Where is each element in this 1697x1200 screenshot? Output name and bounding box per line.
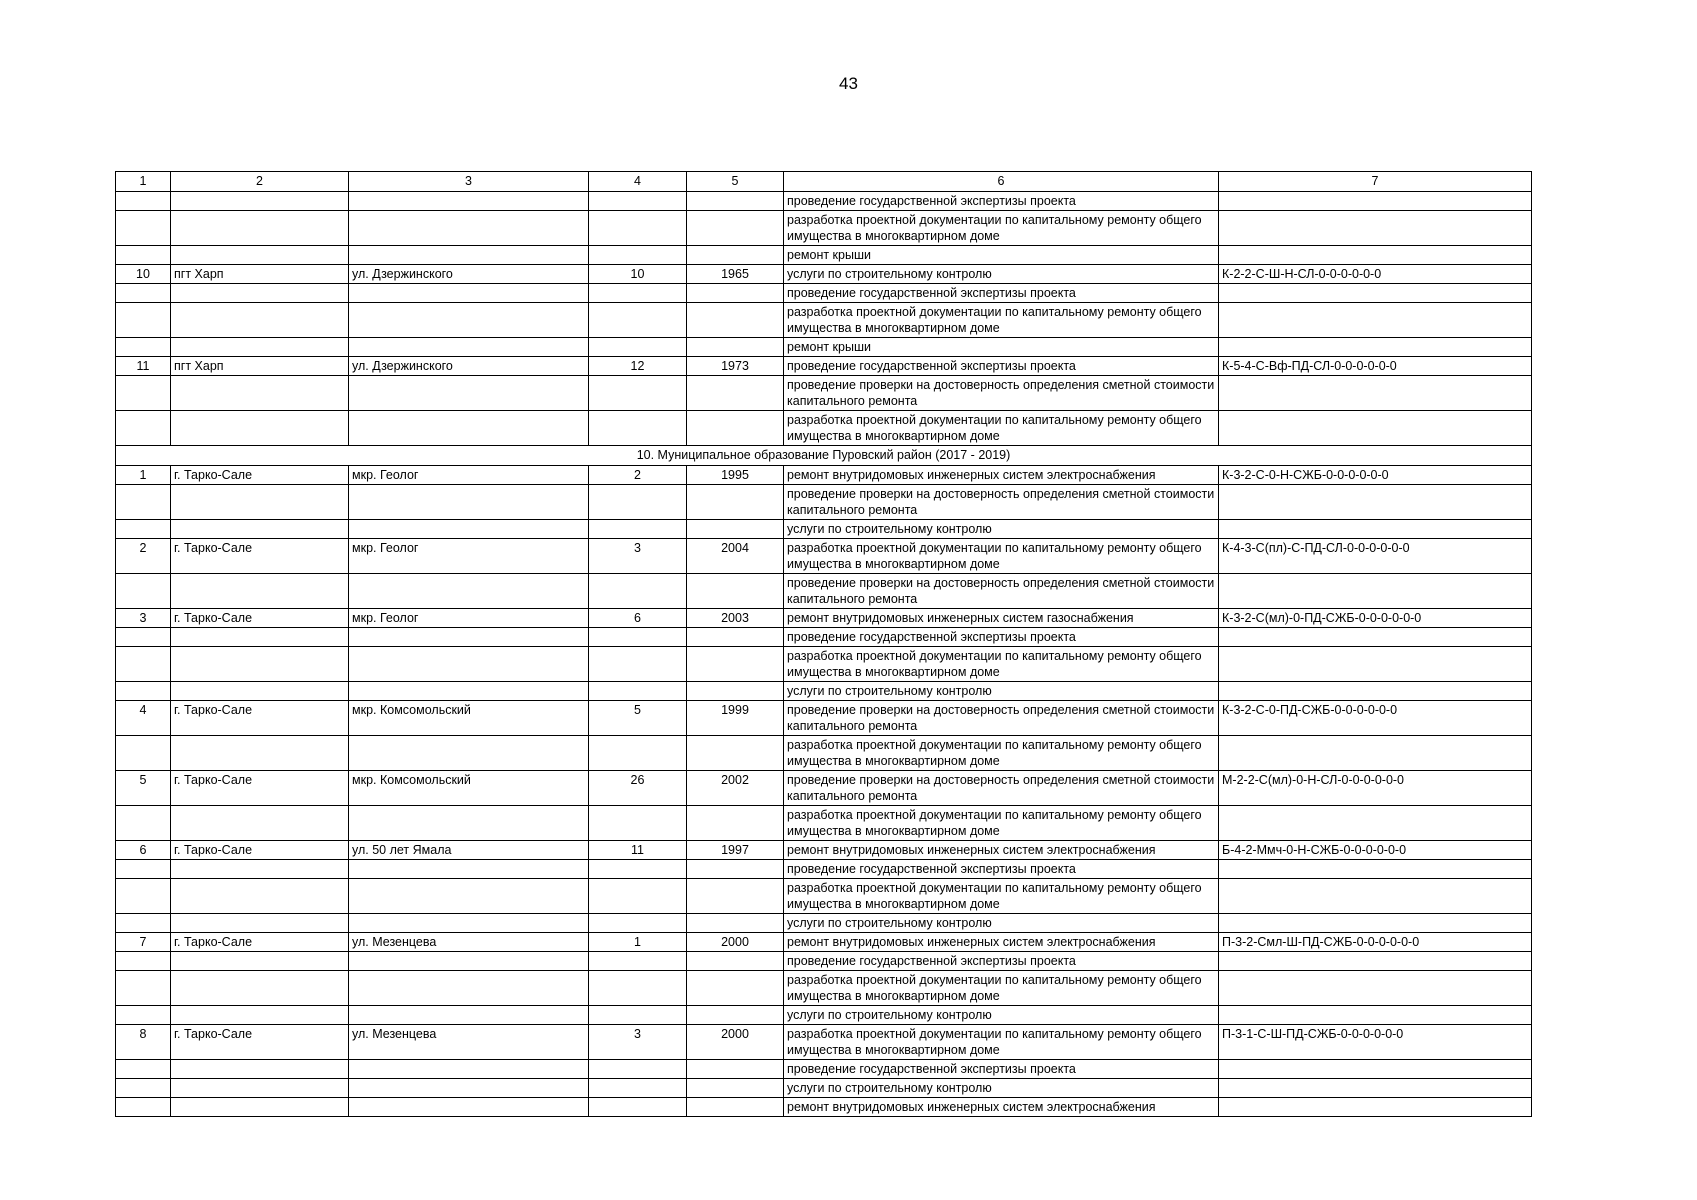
cell-work-type: проведение проверки на достоверность определения сметной стоимости капитального ремонта: [784, 701, 1219, 736]
cell-settlement: [171, 1006, 349, 1025]
table-row: [116, 1060, 1532, 1079]
cell-house-code: [1219, 574, 1532, 609]
cell-street: мкр. Геолог: [349, 539, 589, 574]
cell-street: ул. 50 лет Ямала: [349, 841, 589, 860]
table-row: [116, 682, 1532, 701]
cell-street: [349, 682, 589, 701]
cell-street: [349, 574, 589, 609]
cell-work-type: проведение государственной экспертизы проекта: [784, 628, 1219, 647]
cell-build-year: [687, 952, 784, 971]
cell-build-year: 1999: [687, 701, 784, 736]
cell-house-code: [1219, 338, 1532, 357]
table-row: [116, 574, 1532, 609]
cell-row-number: [116, 682, 171, 701]
cell-work-type: ремонт внутридомовых инженерных систем электроснабжения: [784, 466, 1219, 485]
cell-build-year: [687, 485, 784, 520]
cell-row-number: [116, 1079, 171, 1098]
cell-build-year: [687, 628, 784, 647]
cell-street: ул. Дзержинского: [349, 265, 589, 284]
cell-settlement: [171, 411, 349, 446]
table-row: [116, 933, 1532, 952]
cell-house-code: [1219, 284, 1532, 303]
cell-settlement: г. Тарко-Сале: [171, 466, 349, 485]
cell-work-type: разработка проектной документации по капитальному ремонту общего имущества в многоквартирном доме: [784, 211, 1219, 246]
cell-row-number: 10: [116, 265, 171, 284]
table-row: [116, 485, 1532, 520]
cell-house-number: [589, 1098, 687, 1117]
cell-street: мкр. Комсомольский: [349, 771, 589, 806]
cell-street: мкр. Геолог: [349, 609, 589, 628]
cell-row-number: [116, 952, 171, 971]
cell-work-type: разработка проектной документации по капитальному ремонту общего имущества в многоквартирном доме: [784, 736, 1219, 771]
cell-build-year: [687, 682, 784, 701]
cell-row-number: 11: [116, 357, 171, 376]
cell-settlement: [171, 1098, 349, 1117]
cell-street: [349, 1098, 589, 1117]
cell-work-type: проведение государственной экспертизы проекта: [784, 192, 1219, 211]
cell-house-number: [589, 485, 687, 520]
cell-row-number: 2: [116, 539, 171, 574]
cell-work-type: услуги по строительному контролю: [784, 265, 1219, 284]
cell-street: [349, 860, 589, 879]
cell-build-year: [687, 971, 784, 1006]
table-row: [116, 952, 1532, 971]
cell-work-type: ремонт крыши: [784, 338, 1219, 357]
cell-house-number: [589, 574, 687, 609]
cell-house-number: [589, 914, 687, 933]
cell-build-year: [687, 411, 784, 446]
column-header: 5: [687, 172, 784, 192]
table-row: [116, 628, 1532, 647]
cell-row-number: 1: [116, 466, 171, 485]
cell-house-code: [1219, 211, 1532, 246]
cell-house-number: [589, 860, 687, 879]
cell-build-year: [687, 1098, 784, 1117]
cell-work-type: услуги по строительному контролю: [784, 1079, 1219, 1098]
cell-work-type: услуги по строительному контролю: [784, 520, 1219, 539]
cell-work-type: проведение государственной экспертизы проекта: [784, 860, 1219, 879]
table-row: [116, 376, 1532, 411]
cell-settlement: [171, 376, 349, 411]
cell-house-code: [1219, 1098, 1532, 1117]
cell-house-number: [589, 647, 687, 682]
cell-street: [349, 806, 589, 841]
cell-street: [349, 1079, 589, 1098]
cell-street: [349, 647, 589, 682]
cell-street: ул. Мезенцева: [349, 933, 589, 952]
cell-settlement: пгт Харп: [171, 265, 349, 284]
cell-work-type: проведение государственной экспертизы проекта: [784, 1060, 1219, 1079]
cell-house-number: 3: [589, 1025, 687, 1060]
cell-build-year: [687, 1079, 784, 1098]
cell-house-code: [1219, 952, 1532, 971]
cell-house-number: [589, 736, 687, 771]
cell-build-year: [687, 1060, 784, 1079]
cell-house-code: [1219, 303, 1532, 338]
cell-house-number: [589, 211, 687, 246]
cell-house-number: [589, 879, 687, 914]
cell-street: [349, 628, 589, 647]
cell-build-year: [687, 338, 784, 357]
cell-house-code: К-3-2-С(мл)-0-ПД-СЖБ-0-0-0-0-0-0: [1219, 609, 1532, 628]
table-row: [116, 806, 1532, 841]
cell-street: [349, 192, 589, 211]
cell-house-code: [1219, 806, 1532, 841]
cell-house-number: [589, 376, 687, 411]
table-row: [116, 466, 1532, 485]
cell-build-year: [687, 914, 784, 933]
works-table: [115, 171, 1532, 1117]
cell-row-number: [116, 879, 171, 914]
cell-work-type: ремонт внутридомовых инженерных систем газоснабжения: [784, 609, 1219, 628]
cell-settlement: г. Тарко-Сале: [171, 539, 349, 574]
table-row: [116, 303, 1532, 338]
cell-house-code: К-3-2-С-0-ПД-СЖБ-0-0-0-0-0-0: [1219, 701, 1532, 736]
cell-house-code: [1219, 376, 1532, 411]
cell-row-number: [116, 284, 171, 303]
cell-build-year: [687, 879, 784, 914]
cell-house-number: 12: [589, 357, 687, 376]
table-row: [116, 211, 1532, 246]
cell-house-code: [1219, 647, 1532, 682]
cell-work-type: ремонт внутридомовых инженерных систем электроснабжения: [784, 1098, 1219, 1117]
cell-house-number: 6: [589, 609, 687, 628]
column-header: 1: [116, 172, 171, 192]
cell-street: [349, 303, 589, 338]
cell-build-year: 2002: [687, 771, 784, 806]
cell-house-number: [589, 1006, 687, 1025]
cell-build-year: 1997: [687, 841, 784, 860]
cell-build-year: 2004: [687, 539, 784, 574]
cell-build-year: [687, 806, 784, 841]
cell-street: [349, 971, 589, 1006]
cell-settlement: г. Тарко-Сале: [171, 609, 349, 628]
cell-house-code: [1219, 411, 1532, 446]
cell-house-code: [1219, 1079, 1532, 1098]
table-row: [116, 411, 1532, 446]
cell-work-type: проведение проверки на достоверность определения сметной стоимости капитального ремонта: [784, 376, 1219, 411]
cell-settlement: [171, 879, 349, 914]
table-row: [116, 338, 1532, 357]
cell-house-number: [589, 952, 687, 971]
cell-work-type: ремонт крыши: [784, 246, 1219, 265]
cell-street: [349, 879, 589, 914]
cell-work-type: услуги по строительному контролю: [784, 914, 1219, 933]
cell-work-type: проведение проверки на достоверность определения сметной стоимости капитального ремонта: [784, 574, 1219, 609]
cell-row-number: 4: [116, 701, 171, 736]
cell-row-number: [116, 1006, 171, 1025]
cell-street: [349, 376, 589, 411]
table-row: [116, 736, 1532, 771]
cell-row-number: [116, 1060, 171, 1079]
cell-row-number: [116, 971, 171, 1006]
cell-work-type: разработка проектной документации по капитальному ремонту общего имущества в многоквартирном доме: [784, 539, 1219, 574]
cell-work-type: проведение государственной экспертизы проекта: [784, 357, 1219, 376]
cell-settlement: г. Тарко-Сале: [171, 771, 349, 806]
cell-build-year: [687, 376, 784, 411]
cell-settlement: [171, 284, 349, 303]
cell-house-code: М-2-2-С(мл)-0-Н-СЛ-0-0-0-0-0-0: [1219, 771, 1532, 806]
cell-settlement: [171, 806, 349, 841]
cell-street: ул. Дзержинского: [349, 357, 589, 376]
cell-house-number: [589, 971, 687, 1006]
cell-settlement: [171, 647, 349, 682]
table-row: [116, 1098, 1532, 1117]
cell-work-type: услуги по строительному контролю: [784, 682, 1219, 701]
cell-settlement: г. Тарко-Сале: [171, 701, 349, 736]
cell-row-number: [116, 411, 171, 446]
cell-house-code: [1219, 246, 1532, 265]
cell-settlement: [171, 485, 349, 520]
cell-work-type: разработка проектной документации по капитальному ремонту общего имущества в многоквартирном доме: [784, 879, 1219, 914]
table-row: [116, 265, 1532, 284]
cell-work-type: проведение проверки на достоверность определения сметной стоимости капитального ремонта: [784, 771, 1219, 806]
cell-house-code: К-3-2-С-0-Н-СЖБ-0-0-0-0-0-0: [1219, 466, 1532, 485]
cell-settlement: [171, 1079, 349, 1098]
table-row: [116, 914, 1532, 933]
cell-row-number: [116, 303, 171, 338]
cell-row-number: [116, 192, 171, 211]
cell-settlement: [171, 338, 349, 357]
cell-row-number: [116, 338, 171, 357]
cell-house-number: [589, 411, 687, 446]
cell-house-number: 11: [589, 841, 687, 860]
cell-work-type: разработка проектной документации по капитальному ремонту общего имущества в многоквартирном доме: [784, 1025, 1219, 1060]
cell-house-code: П-3-1-С-Ш-ПД-СЖБ-0-0-0-0-0-0: [1219, 1025, 1532, 1060]
cell-house-number: 2: [589, 466, 687, 485]
table-row: [116, 1025, 1532, 1060]
cell-house-number: [589, 1079, 687, 1098]
cell-work-type: ремонт внутридомовых инженерных систем электроснабжения: [784, 933, 1219, 952]
cell-settlement: [171, 520, 349, 539]
cell-house-code: [1219, 192, 1532, 211]
table-row: [116, 971, 1532, 1006]
cell-work-type: разработка проектной документации по капитальному ремонту общего имущества в многоквартирном доме: [784, 303, 1219, 338]
cell-street: [349, 246, 589, 265]
cell-street: [349, 736, 589, 771]
cell-house-code: Б-4-2-Ммч-0-Н-СЖБ-0-0-0-0-0-0: [1219, 841, 1532, 860]
table-row: [116, 1079, 1532, 1098]
cell-build-year: 1973: [687, 357, 784, 376]
cell-house-code: [1219, 736, 1532, 771]
cell-build-year: 1995: [687, 466, 784, 485]
cell-row-number: [116, 1098, 171, 1117]
cell-build-year: 2000: [687, 933, 784, 952]
cell-settlement: [171, 303, 349, 338]
cell-house-code: [1219, 485, 1532, 520]
cell-build-year: [687, 246, 784, 265]
table-row: [116, 771, 1532, 806]
cell-build-year: [687, 1006, 784, 1025]
table-row: [116, 357, 1532, 376]
cell-house-number: [589, 303, 687, 338]
cell-build-year: [687, 520, 784, 539]
cell-house-number: [589, 246, 687, 265]
cell-row-number: [116, 628, 171, 647]
column-header: 7: [1219, 172, 1532, 192]
cell-row-number: [116, 914, 171, 933]
cell-house-code: [1219, 879, 1532, 914]
column-header: 6: [784, 172, 1219, 192]
cell-house-number: [589, 192, 687, 211]
cell-build-year: 1965: [687, 265, 784, 284]
cell-house-number: [589, 806, 687, 841]
cell-work-type: проведение проверки на достоверность определения сметной стоимости капитального ремонта: [784, 485, 1219, 520]
cell-row-number: [116, 574, 171, 609]
column-header: 3: [349, 172, 589, 192]
page-number: 43: [839, 74, 858, 93]
cell-build-year: [687, 736, 784, 771]
cell-house-number: 1: [589, 933, 687, 952]
table-row: [116, 841, 1532, 860]
cell-street: [349, 1060, 589, 1079]
cell-work-type: ремонт внутридомовых инженерных систем электроснабжения: [784, 841, 1219, 860]
cell-settlement: [171, 1060, 349, 1079]
cell-house-code: [1219, 1006, 1532, 1025]
table-row: [116, 879, 1532, 914]
cell-row-number: [116, 211, 171, 246]
cell-settlement: [171, 246, 349, 265]
cell-build-year: [687, 303, 784, 338]
cell-street: мкр. Геолог: [349, 466, 589, 485]
cell-settlement: г. Тарко-Сале: [171, 933, 349, 952]
section-header-row: [116, 446, 1532, 466]
cell-house-number: 3: [589, 539, 687, 574]
table-header-row: [116, 172, 1532, 192]
cell-row-number: [116, 246, 171, 265]
cell-street: [349, 411, 589, 446]
cell-settlement: [171, 211, 349, 246]
cell-settlement: [171, 682, 349, 701]
cell-street: [349, 211, 589, 246]
cell-build-year: [687, 574, 784, 609]
cell-work-type: проведение государственной экспертизы проекта: [784, 284, 1219, 303]
cell-work-type: разработка проектной документации по капитальному ремонту общего имущества в многоквартирном доме: [784, 647, 1219, 682]
cell-house-number: [589, 682, 687, 701]
cell-street: [349, 1006, 589, 1025]
cell-row-number: [116, 647, 171, 682]
table-row: [116, 520, 1532, 539]
cell-row-number: 6: [116, 841, 171, 860]
cell-street: ул. Мезенцева: [349, 1025, 589, 1060]
cell-street: [349, 485, 589, 520]
cell-street: [349, 284, 589, 303]
cell-house-code: [1219, 682, 1532, 701]
cell-work-type: разработка проектной документации по капитальному ремонту общего имущества в многоквартирном доме: [784, 411, 1219, 446]
cell-street: мкр. Комсомольский: [349, 701, 589, 736]
cell-settlement: [171, 574, 349, 609]
table-row: [116, 192, 1532, 211]
cell-house-number: 26: [589, 771, 687, 806]
cell-work-type: проведение государственной экспертизы проекта: [784, 952, 1219, 971]
cell-house-code: К-5-4-С-Вф-ПД-СЛ-0-0-0-0-0-0: [1219, 357, 1532, 376]
cell-house-number: 5: [589, 701, 687, 736]
cell-settlement: [171, 628, 349, 647]
cell-settlement: [171, 192, 349, 211]
table-row: [116, 860, 1532, 879]
table-row: [116, 647, 1532, 682]
cell-house-code: [1219, 860, 1532, 879]
cell-build-year: [687, 284, 784, 303]
table-row: [116, 539, 1532, 574]
cell-house-number: [589, 338, 687, 357]
cell-row-number: [116, 376, 171, 411]
cell-settlement: [171, 736, 349, 771]
table-row: [116, 284, 1532, 303]
cell-build-year: [687, 647, 784, 682]
cell-row-number: 7: [116, 933, 171, 952]
table-row: [116, 609, 1532, 628]
cell-build-year: 2003: [687, 609, 784, 628]
cell-house-code: [1219, 1060, 1532, 1079]
cell-house-code: П-3-2-Смл-Ш-ПД-СЖБ-0-0-0-0-0-0: [1219, 933, 1532, 952]
table-row: [116, 1006, 1532, 1025]
cell-row-number: [116, 736, 171, 771]
cell-settlement: [171, 914, 349, 933]
column-header: 2: [171, 172, 349, 192]
cell-house-number: [589, 520, 687, 539]
cell-build-year: 2000: [687, 1025, 784, 1060]
cell-street: [349, 952, 589, 971]
cell-settlement: г. Тарко-Сале: [171, 1025, 349, 1060]
cell-work-type: разработка проектной документации по капитальному ремонту общего имущества в многоквартирном доме: [784, 806, 1219, 841]
cell-build-year: [687, 211, 784, 246]
cell-work-type: услуги по строительному контролю: [784, 1006, 1219, 1025]
cell-settlement: [171, 952, 349, 971]
cell-settlement: [171, 971, 349, 1006]
cell-house-code: [1219, 628, 1532, 647]
cell-house-number: [589, 628, 687, 647]
cell-street: [349, 914, 589, 933]
table-body: [116, 172, 1532, 1117]
cell-house-code: [1219, 914, 1532, 933]
table-row: [116, 246, 1532, 265]
column-header: 4: [589, 172, 687, 192]
table-row: [116, 701, 1532, 736]
cell-house-code: [1219, 520, 1532, 539]
cell-work-type: разработка проектной документации по капитальному ремонту общего имущества в многоквартирном доме: [784, 971, 1219, 1006]
cell-house-number: [589, 1060, 687, 1079]
cell-street: [349, 520, 589, 539]
cell-settlement: г. Тарко-Сале: [171, 841, 349, 860]
cell-house-code: К-2-2-С-Ш-Н-СЛ-0-0-0-0-0-0: [1219, 265, 1532, 284]
cell-street: [349, 338, 589, 357]
cell-build-year: [687, 192, 784, 211]
cell-row-number: [116, 485, 171, 520]
cell-house-number: 10: [589, 265, 687, 284]
cell-house-code: [1219, 971, 1532, 1006]
cell-build-year: [687, 860, 784, 879]
cell-row-number: 3: [116, 609, 171, 628]
cell-house-code: К-4-3-С(пл)-С-ПД-СЛ-0-0-0-0-0-0: [1219, 539, 1532, 574]
cell-row-number: 5: [116, 771, 171, 806]
cell-settlement: [171, 860, 349, 879]
section-title: 10. Муниципальное образование Пуровский район (2017 - 2019): [116, 446, 1532, 466]
cell-row-number: [116, 806, 171, 841]
cell-row-number: [116, 860, 171, 879]
cell-settlement: пгт Харп: [171, 357, 349, 376]
cell-row-number: 8: [116, 1025, 171, 1060]
cell-house-number: [589, 284, 687, 303]
cell-row-number: [116, 520, 171, 539]
